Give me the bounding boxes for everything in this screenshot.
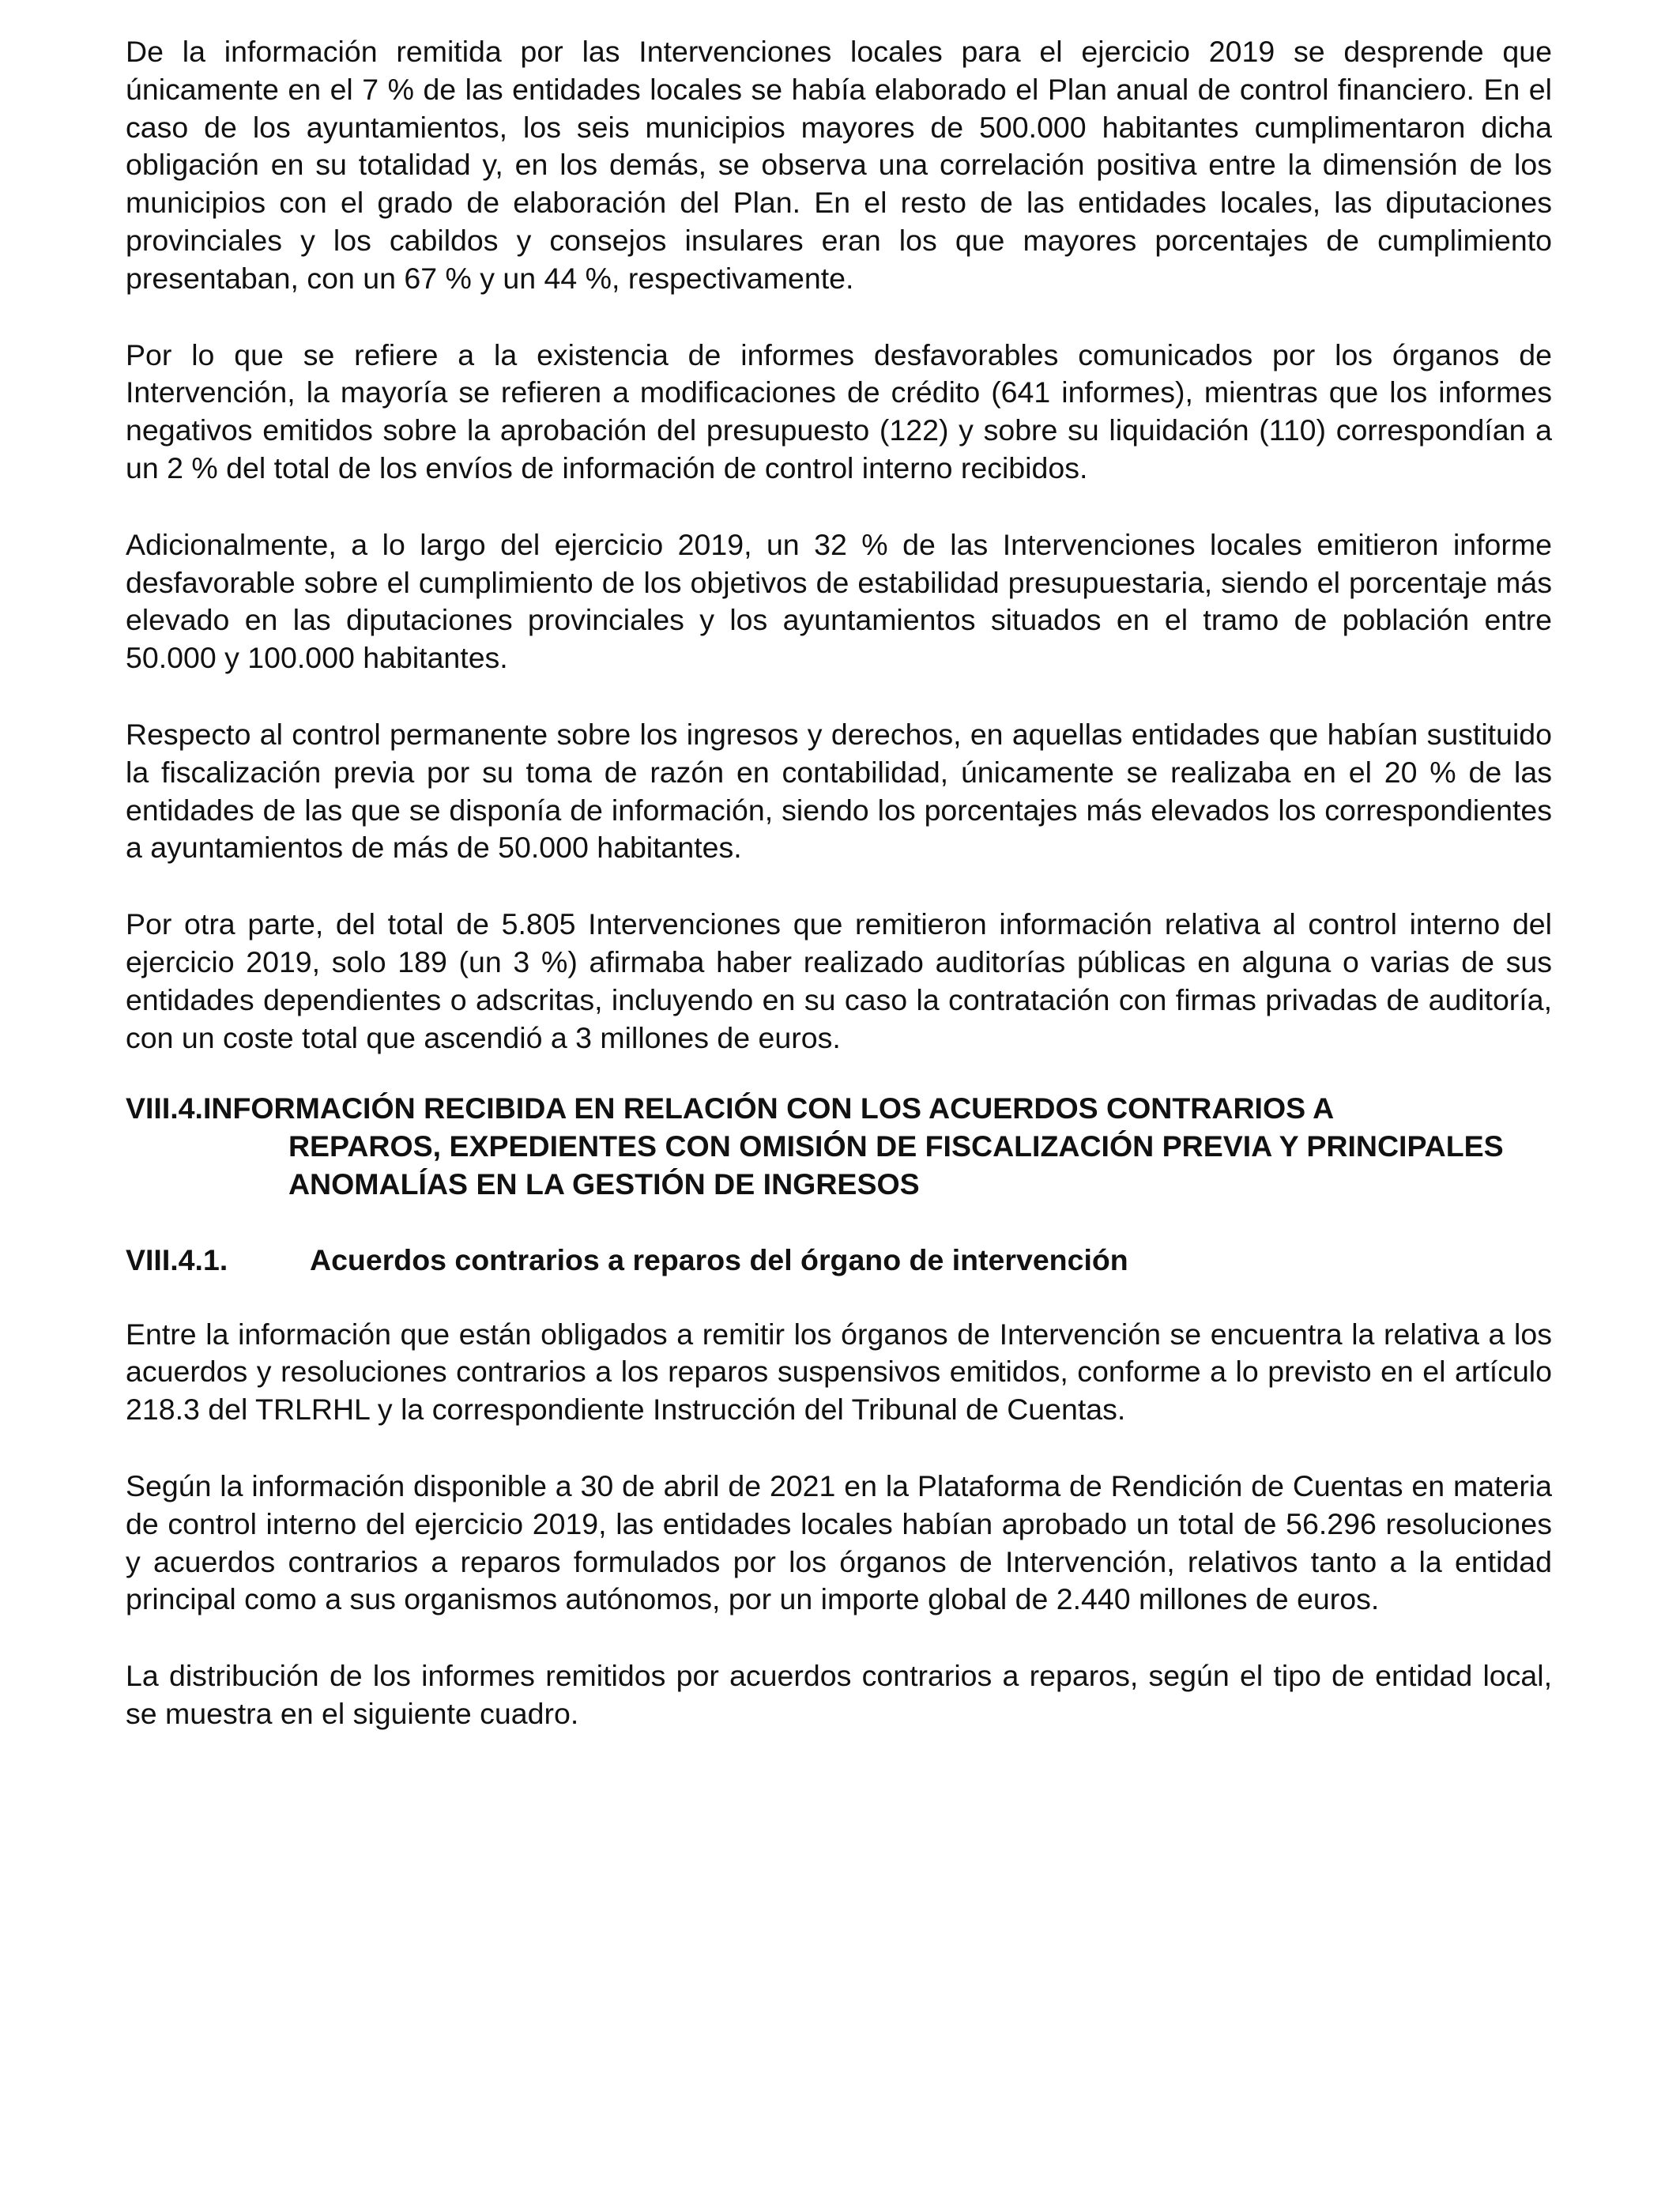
paragraph: Por otra parte, del total de 5.805 Intervenciones que remitieron información relativa al control interno del ejercicio 2019, solo 189 (un 3 %) afirmaba haber realizado auditorías públicas en alguna o varias de sus entidades dependientes o adscritas, incluyendo en su caso la contratación con firmas privadas de auditoría, con un coste total que ascendió a 3 millones de euros. xyxy=(126,907,1552,1054)
section-title xyxy=(203,1090,1552,1203)
section-title-first-line: INFORMACIÓN RECIBIDA EN RELACIÓN CON LOS ACUERDOS CONTRARIOS A xyxy=(202,1091,1335,1125)
subsection-number: VIII.4.1. xyxy=(126,1242,228,1276)
paragraph: De la información remitida por las Intervenciones locales para el ejercicio 2019 se desprende que únicamente en el 7 % de las entidades locales se había elaborado el Plan anual de control financiero. En el caso de los ayuntamientos, los seis municipios mayores de 500.000 habitantes cumplimentaron dicha obligación en su totalidad y, en los demás, se observa una correlación positiva entre la dimensión de los municipios con el grado de elaboración del Plan. En el resto de las entidades locales, las diputaciones provinciales y los cabildos y consejos insulares eran los que mayores porcentajes de cumplimiento presentaban, con un 67 % y un 44 %, respectivamente. xyxy=(126,35,1552,295)
section-heading xyxy=(126,1090,1552,1203)
section-title-continuation: REPAROS, EXPEDIENTES CON OMISIÓN DE FISCALIZACIÓN PREVIA Y PRINCIPALES ANOMALÍAS EN LA GESTIÓN DE INGRESOS xyxy=(288,1129,1504,1201)
paragraph: Según la información disponible a 30 de abril de 2021 en la Plataforma de Rendición de Cuentas en materia de control interno del ejercicio 2019, las entidades locales habían aprobado un total de 56.296 resoluciones y acuerdos contrarios a reparos formulados por los órganos de Intervención, relativos tanto a la entidad principal como a sus organismos autónomos, por un importe global de 2.440 millones de euros. xyxy=(126,1468,1552,1616)
document-page xyxy=(126,33,1552,1772)
paragraph: Respecto al control permanente sobre los ingresos y derechos, en aquellas entidades que habían sustituido la fiscalización previa por su toma de razón en contabilidad, únicamente se realizaba en el 20 % de las entidades de las que se disponía de información, siendo los porcentajes más elevados los correspondientes a ayuntamientos de más de 50.000 habitantes. xyxy=(126,717,1552,865)
paragraph: La distribución de los informes remitidos por acuerdos contrarios a reparos, según el tipo de entidad local, se muestra en el siguiente cuadro. xyxy=(126,1659,1552,1730)
paragraph: Por lo que se refiere a la existencia de informes desfavorables comunicados por los órganos de Intervención, la mayoría se refieren a modificaciones de crédito (641 informes), mientras que los informes negativos emitidos sobre la aprobación del presupuesto (122) y sobre su liquidación (110) correspondían a un 2 % del total de los envíos de información de control interno recibidos. xyxy=(126,337,1552,484)
subsection-heading xyxy=(126,1242,1552,1280)
subsection-title: Acuerdos contrarios a reparos del órgano de intervención xyxy=(310,1242,1128,1276)
paragraph: Adicionalmente, a lo largo del ejercicio 2019, un 32 % de las Intervenciones locales emitieron informe desfavorable sobre el cumplimiento de los objetivos de estabilidad presupuestaria, siendo el porcentaje más elevado en las diputaciones provinciales y los ayuntamientos situados en el tramo de población entre 50.000 y 100.000 habitantes. xyxy=(126,527,1552,675)
section-number: VIII.4. xyxy=(126,1091,203,1125)
paragraph: Entre la información que están obligados a remitir los órganos de Intervención se encuentra la relativa a los acuerdos y resoluciones contrarios a los reparos suspensivos emitidos, conforme a lo previsto en el artículo 218.3 del TRLRHL y la correspondiente Instrucción del Tribunal de Cuentas. xyxy=(126,1317,1552,1427)
